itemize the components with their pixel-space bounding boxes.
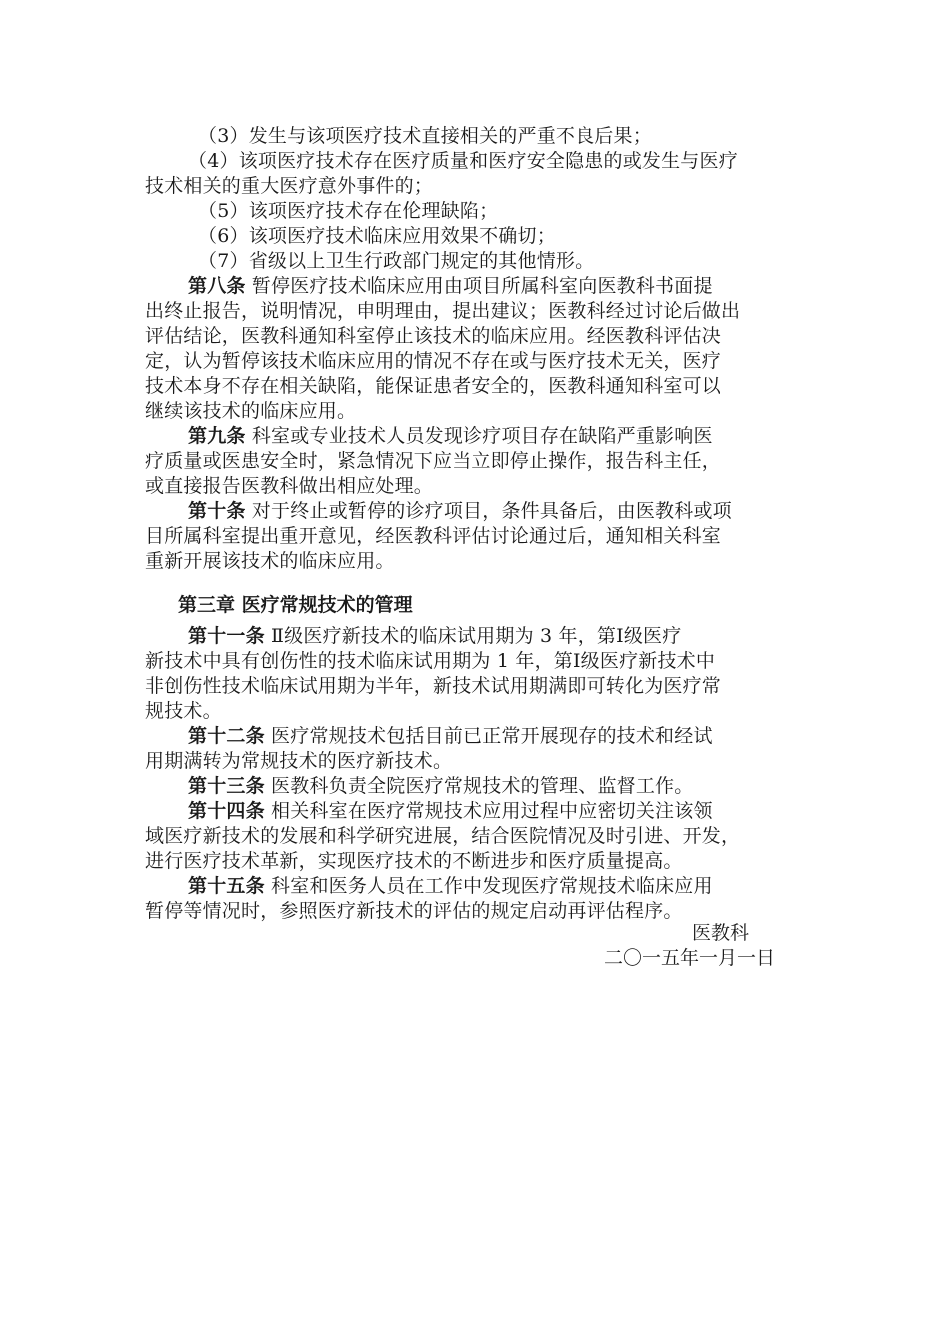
article-13-text: 医教科负责全院医疗常规技术的管理、监督工作。 — [264, 775, 694, 797]
item-5: （5）该项医疗技术存在伦理缺陷； — [198, 200, 499, 222]
article-15-text: 科室和医务人员在工作中发现医疗常规技术临床应用 — [264, 875, 713, 897]
article-8-line-1 — [188, 274, 858, 299]
article-11-line-2: 新技术中具有创伤性的技术临床试用期为 1 年，第Ⅰ级医疗新技术中 — [145, 650, 716, 672]
article-11-line-1 — [188, 624, 858, 649]
article-14-line-2: 域医疗新技术的发展和科学研究进展，结合医院情况及时引进、开发， — [145, 825, 741, 847]
item-4-line-2: 技术相关的重大医疗意外事件的； — [145, 175, 434, 197]
article-10-label: 第十条 — [188, 500, 246, 522]
article-14-line-1 — [188, 799, 858, 824]
article-12-line-2: 用期满转为常规技术的医疗新技术。 — [145, 750, 453, 772]
article-12-text: 医疗常规技术包括目前已正常开展现存的技术和经试 — [264, 725, 713, 747]
article-9-line-2: 疗质量或医患安全时，紧急情况下应当立即停止操作，报告科主任， — [145, 450, 722, 472]
article-15-line-1 — [188, 874, 858, 899]
signature-department: 医教科 — [692, 922, 750, 944]
article-9-line-1 — [188, 424, 858, 449]
article-8-line-5: 技术本身不存在相关缺陷，能保证患者安全的，医教科通知科室可以 — [145, 375, 722, 397]
article-10-line-2: 目所属科室提出重开意见，经医教科评估讨论通过后，通知相关科室 — [145, 525, 722, 547]
article-15-line-2: 暂停等情况时，参照医疗新技术的评估的规定启动再评估程序。 — [145, 900, 683, 922]
article-13-line-1 — [188, 774, 858, 799]
article-14-label: 第十四条 — [188, 800, 265, 822]
article-15-label: 第十五条 — [188, 875, 265, 897]
article-10-text: 对于终止或暂停的诊疗项目，条件具备后，由医教科或项 — [245, 500, 732, 522]
article-13-label: 第十三条 — [188, 775, 265, 797]
article-8-text: 暂停医疗技术临床应用由项目所属科室向医教科书面提 — [245, 275, 713, 297]
article-8-line-3: 评估结论，医教科通知科室停止该技术的临床应用。经医教科评估决 — [145, 325, 722, 347]
item-4-line-1: （4）该项医疗技术存在医疗质量和医疗安全隐患的或发生与医疗 — [188, 150, 738, 172]
article-11-line-3: 非创伤性技术临床试用期为半年，新技术试用期满即可转化为医疗常 — [145, 675, 722, 697]
article-10-line-1 — [188, 499, 858, 524]
article-11-text: Ⅱ级医疗新技术的临床试用期为 3 年，第Ⅰ级医疗 — [264, 625, 682, 647]
article-10-line-3: 重新开展该技术的临床应用。 — [145, 550, 395, 572]
article-14-text: 相关科室在医疗常规技术应用过程中应密切关注该领 — [264, 800, 713, 822]
item-6: （6）该项医疗技术临床应用效果不确切； — [198, 225, 556, 247]
chapter-3-heading: 第三章 医疗常规技术的管理 — [178, 594, 413, 616]
article-9-text: 科室或专业技术人员发现诊疗项目存在缺陷严重影响医 — [245, 425, 713, 447]
article-8-line-2: 出终止报告，说明情况，申明理由，提出建议；医教科经过讨论后做出 — [145, 300, 741, 322]
article-14-line-3: 进行医疗技术革新，实现医疗技术的不断进步和医疗质量提高。 — [145, 850, 683, 872]
article-8-line-4: 定，认为暂停该技术临床应用的情况不存在或与医疗技术无关，医疗 — [145, 350, 722, 372]
item-7: （7）省级以上卫生行政部门规定的其他情形。 — [198, 250, 595, 272]
article-9-line-3: 或直接报告医教科做出相应处理。 — [145, 475, 434, 497]
article-12-label: 第十二条 — [188, 725, 265, 747]
article-12-line-1 — [188, 724, 858, 749]
article-11-label: 第十一条 — [188, 625, 265, 647]
article-11-line-4: 规技术。 — [145, 700, 222, 722]
signature-date: 二〇一五年一月一日 — [604, 947, 776, 969]
item-3: （3）发生与该项医疗技术直接相关的严重不良后果； — [198, 125, 652, 147]
article-8-label: 第八条 — [188, 275, 246, 297]
article-8-line-6: 继续该技术的临床应用。 — [145, 400, 357, 422]
article-9-label: 第九条 — [188, 425, 246, 447]
